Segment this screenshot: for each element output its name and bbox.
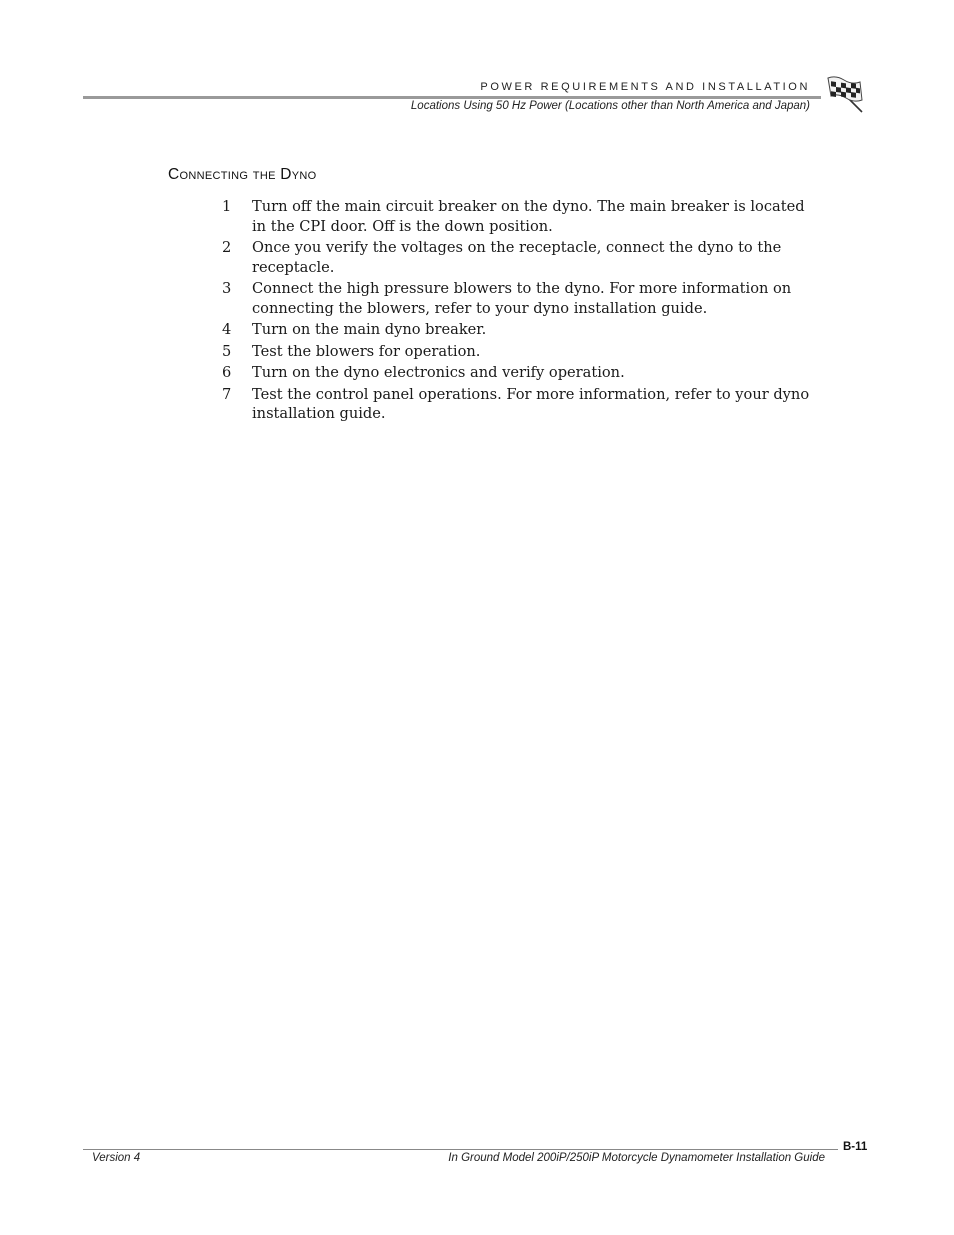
step-text: Turn on the dyno electronics and verify operation. [252, 364, 625, 381]
step-text: Test the blowers for operation. [252, 342, 481, 360]
step-number: 2 [222, 239, 232, 256]
section-heading: Connecting the Dyno [168, 166, 317, 183]
step-number: 3 [222, 280, 232, 297]
step-text: Once you verify the voltages on the receptacle, connect the dyno to the receptacle. [252, 239, 782, 276]
header-rule [83, 96, 821, 99]
list-item [222, 238, 822, 277]
step-number: 6 [222, 364, 232, 381]
page-number: B-11 [843, 1141, 868, 1153]
header-subtitle: Locations Using 50 Hz Power (Locations other than North America and Japan) [410, 100, 810, 112]
step-text: Turn on the main dyno breaker. [252, 321, 487, 338]
steps-list [222, 197, 822, 426]
step-text: Turn off the main circuit breaker on the dyno. The main breaker is located in the CPI door. Off is the down position. [252, 198, 805, 235]
footer-version: Version 4 [92, 1152, 141, 1164]
footer-guide-title: In Ground Model 200iP/250iP Motorcycle Dynamometer Installation Guide [448, 1152, 825, 1164]
list-item [222, 363, 822, 383]
list-item [222, 320, 822, 340]
list-item [222, 342, 822, 362]
header-title: POWER REQUIREMENTS AND INSTALLATION [480, 81, 810, 93]
list-item [222, 279, 822, 318]
list-item [222, 385, 822, 424]
footer-rule [83, 1149, 838, 1150]
list-item [222, 197, 822, 236]
step-text: Test the control panel operations. For more information, refer to your dyno installation guide. [252, 385, 810, 422]
step-number: 1 [222, 198, 232, 215]
step-number: 4 [222, 321, 232, 338]
step-number: 5 [222, 342, 232, 360]
step-number: 7 [222, 385, 232, 403]
step-text: Connect the high pressure blowers to the dyno. For more information on connecting the blowers, refer to your dyno installation guide. [252, 280, 792, 317]
checkered-flag-icon [822, 76, 866, 114]
